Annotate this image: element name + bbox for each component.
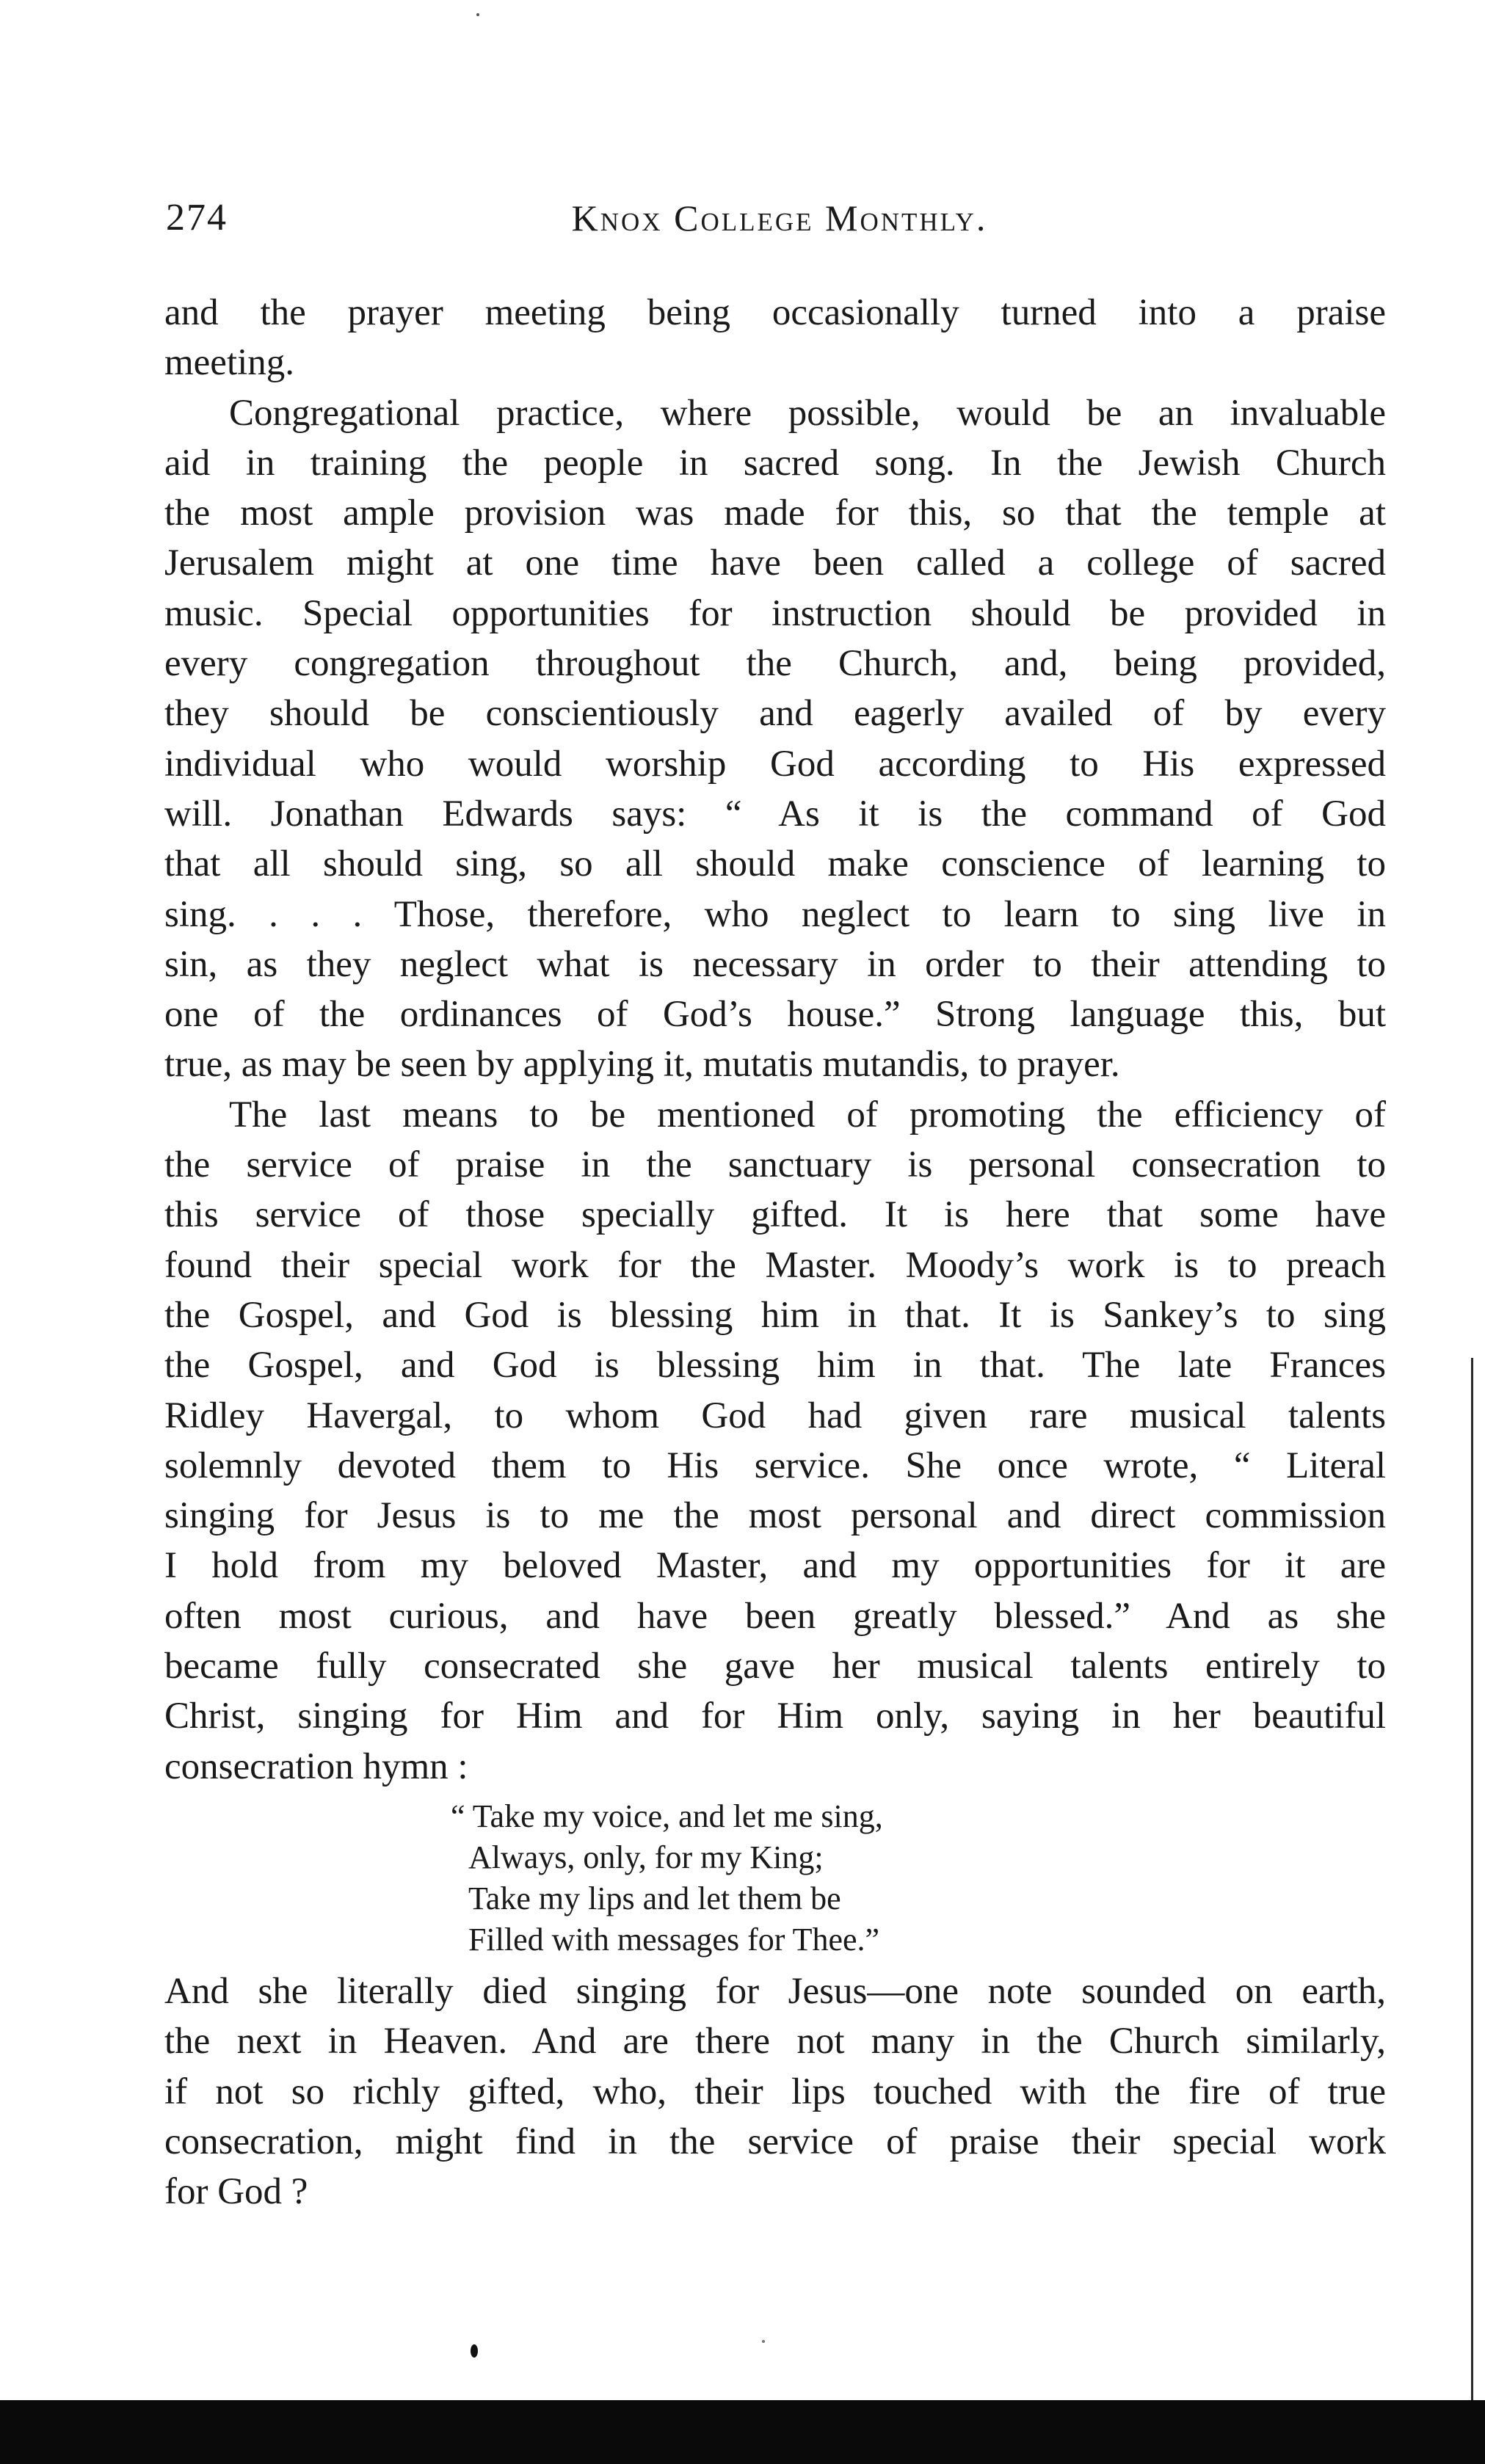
scan-speck — [471, 2344, 478, 2358]
text-line: I hold from my beloved Master, and my opportunities for it are — [164, 1545, 1386, 1587]
text-line: sing. . . . Those, therefore, who neglect to learn to sing live in — [164, 893, 1386, 935]
text-line: the Gospel, and God is blessing him in that. It is Sankey’s to sing — [164, 1294, 1386, 1336]
scan-bottom-border — [0, 2400, 1485, 2464]
text-line: music. Special opportunities for instruction should be provided in — [164, 592, 1386, 634]
text-line: Jerusalem might at one time have been called a college of sacred — [164, 542, 1386, 584]
text-line: consecration hymn : — [164, 1745, 468, 1787]
scan-speck — [762, 2340, 765, 2343]
text-line: the next in Heaven. And are there not many in the Church similarly, — [164, 2021, 1386, 2063]
verse-line: Always, only, for my King; — [468, 1839, 824, 1875]
text-line: Christ, singing for Him and for Him only, saying in her beautiful — [164, 1696, 1386, 1737]
text-line: aid in training the people in sacred song. In the Jewish Church — [164, 442, 1386, 484]
text-line: true, as may be seen by applying it, mutatis mutandis, to prayer. — [164, 1044, 1120, 1086]
text-line: that all should sing, so all should make conscience of learning to — [164, 843, 1386, 885]
text-line: the Gospel, and God is blessing him in that. The late Frances — [164, 1345, 1386, 1387]
text-line: often most curious, and have been greatly blessed.” And as she — [164, 1595, 1386, 1637]
text-line: for God ? — [164, 2171, 308, 2213]
text-line: individual who would worship God according to His expressed — [164, 743, 1386, 785]
article-body — [164, 288, 1386, 2217]
text-line: one of the ordinances of God’s house.” Strong language this, but — [164, 994, 1386, 1036]
text-line: solemnly devoted them to His service. She once wrote, “ Literal — [164, 1444, 1386, 1486]
text-line: they should be conscientiously and eagerly availed of by every — [164, 693, 1386, 735]
verse-line: Take my lips and let them be — [468, 1880, 841, 1916]
text-line: The last means to be mentioned of promoting the efficiency of — [229, 1094, 1386, 1135]
verse-line: Filled with messages for Thee.” — [468, 1921, 880, 1958]
scan-speck — [476, 13, 479, 16]
page-number: 274 — [166, 197, 228, 239]
hymn-verse — [451, 1796, 1386, 1960]
page-edge-line — [1471, 1358, 1473, 2400]
text-line: meeting. — [164, 342, 295, 384]
text-line: became fully consecrated she gave her musical talents entirely to — [164, 1646, 1386, 1687]
text-line: this service of those specially gifted. It is here that some have — [164, 1194, 1386, 1236]
text-line: found their special work for the Master. Moody’s work is to preach — [164, 1244, 1386, 1286]
page-header — [166, 192, 1393, 244]
verse-line: “ Take my voice, and let me sing, — [451, 1798, 883, 1834]
text-line: Congregational practice, where possible, would be an invaluable — [229, 392, 1386, 434]
text-line: every congregation throughout the Church, and, being provided, — [164, 643, 1386, 685]
text-line: the most ample provision was made for this, so that the temple at — [164, 493, 1386, 534]
text-line: the service of praise in the sanctuary is personal consecration to — [164, 1144, 1386, 1186]
text-line: Ridley Havergal, to whom God had given rare musical talents — [164, 1395, 1386, 1436]
running-title: Knox College Monthly. — [571, 197, 988, 239]
text-line: singing for Jesus is to me the most personal and direct commission — [164, 1495, 1386, 1537]
text-line: and the prayer meeting being occasionally turned into a praise — [164, 292, 1386, 333]
text-line: And she literally died singing for Jesus—one note sounded on earth, — [164, 1970, 1386, 2012]
text-line: consecration, might find in the service of praise their special work — [164, 2120, 1386, 2162]
text-line: will. Jonathan Edwards says: “ As it is the command of God — [164, 793, 1386, 835]
text-line: if not so richly gifted, who, their lips touched with the fire of true — [164, 2071, 1386, 2112]
text-line: sin, as they neglect what is necessary in order to their attending to — [164, 943, 1386, 985]
